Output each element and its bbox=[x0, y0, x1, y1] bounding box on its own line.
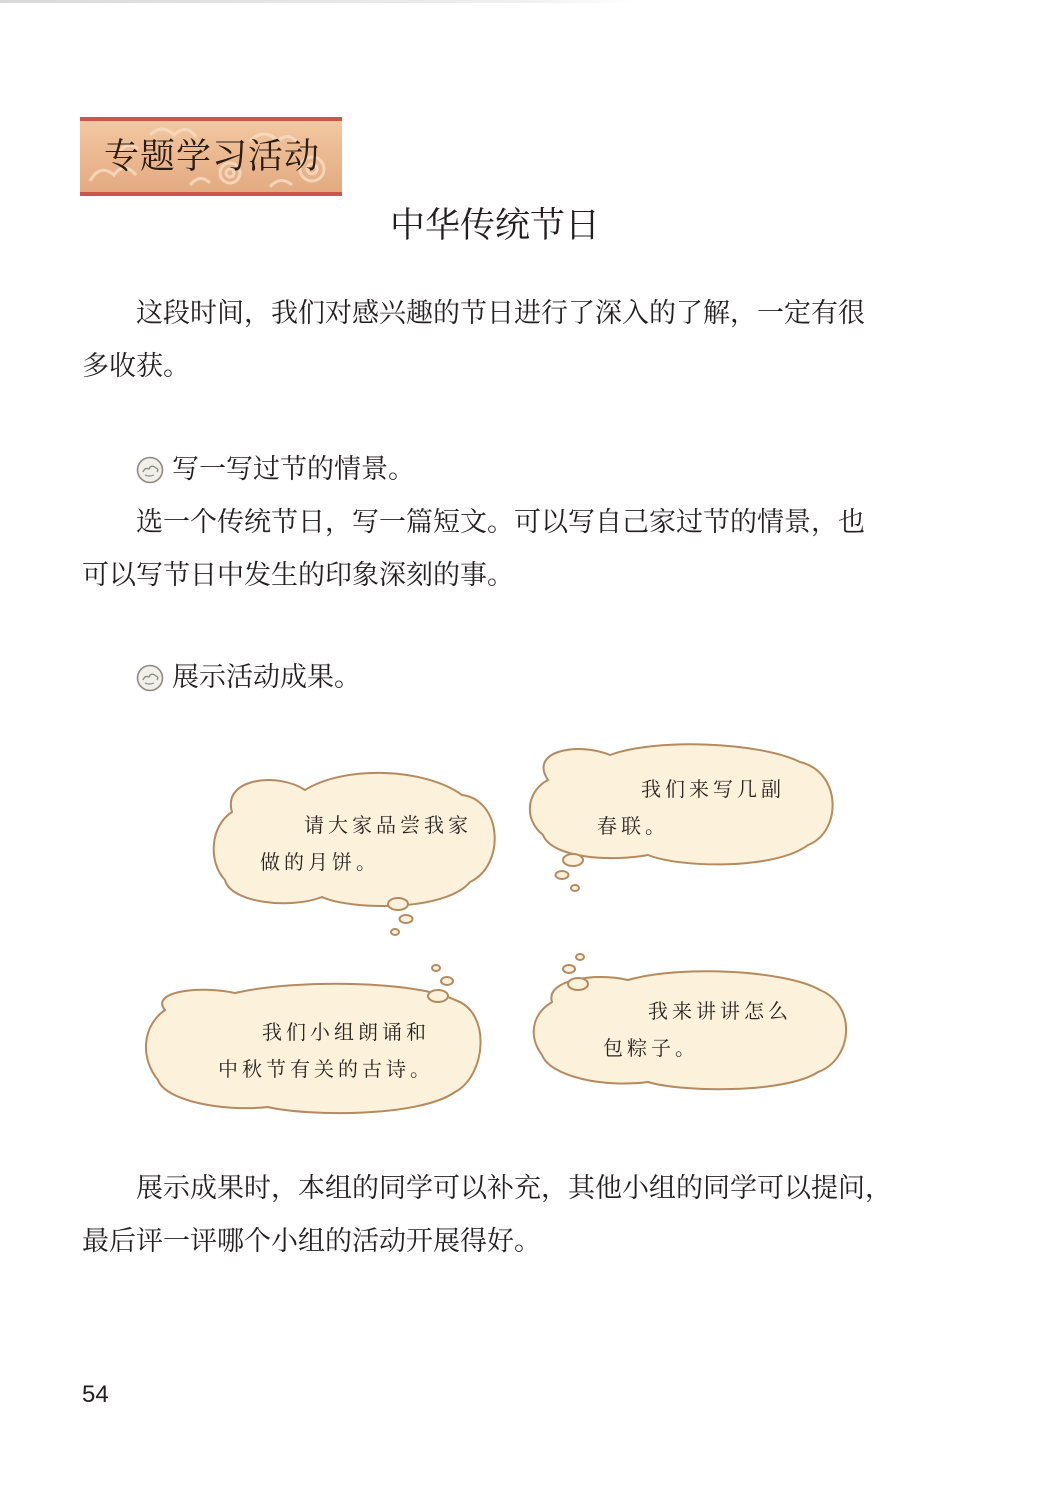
task1-line-2: 可以写节日中发生的印象深刻的事。 bbox=[82, 560, 514, 591]
intro-line-2: 多收获。 bbox=[82, 351, 190, 382]
closing-line-2: 最后评一评哪个小组的活动开展得好。 bbox=[82, 1226, 541, 1257]
closing-line-1: 展示成果时，本组的同学可以补充，其他小组的同学可以提问， bbox=[136, 1173, 892, 1204]
intro-line-1: 这段时间，我们对感兴趣的节日进行了深入的了解，一定有很 bbox=[136, 298, 865, 329]
bubble-3-dot-1 bbox=[428, 990, 448, 1002]
closing-paragraph bbox=[82, 1162, 912, 1268]
bubble-4-text-line-1: 我来讲讲怎么 bbox=[648, 999, 792, 1023]
bubble-2-dot-3 bbox=[571, 885, 579, 891]
bubble-4-dot-3 bbox=[576, 954, 584, 960]
task1-heading: 写一写过节的情景。 bbox=[172, 454, 415, 485]
bubble-2-text-line-1: 我们来写几副 bbox=[641, 777, 785, 801]
bubble-4-dot-2 bbox=[563, 965, 575, 973]
bubble-1-dot-3 bbox=[391, 929, 399, 935]
bubble-3-text-line-1: 我们小组朗诵和 bbox=[262, 1020, 430, 1044]
bubble-4-dot-1 bbox=[568, 978, 588, 990]
page-number: 54 bbox=[82, 1381, 109, 1408]
bubble-3-dot-2 bbox=[441, 977, 453, 985]
bubble-1-dot-2 bbox=[400, 915, 413, 923]
lesson-title: 中华传统节日 bbox=[389, 206, 600, 246]
bubble-3-dot-3 bbox=[432, 965, 440, 971]
bubble-1-text-line-2: 做的月饼。 bbox=[260, 850, 380, 874]
bubble-1-dot-1 bbox=[388, 898, 408, 910]
bubble-2-dot-1 bbox=[563, 854, 583, 866]
task2-heading: 展示活动成果。 bbox=[172, 662, 361, 693]
bubble-4-text-line-2: 包粽子。 bbox=[603, 1036, 699, 1060]
bubble-2-dot-2 bbox=[556, 871, 569, 879]
banner-title: 专题学习活动 bbox=[104, 137, 321, 177]
task1-line-1: 选一个传统节日，写一篇短文。可以写自己家过节的情景，也 bbox=[136, 507, 865, 538]
bubble-3-text-line-2: 中秋节有关的古诗。 bbox=[218, 1057, 434, 1081]
bubble-1-text-line-1: 请大家品尝我家 bbox=[304, 813, 472, 837]
bubble-2-text-line-2: 春联。 bbox=[597, 814, 669, 838]
